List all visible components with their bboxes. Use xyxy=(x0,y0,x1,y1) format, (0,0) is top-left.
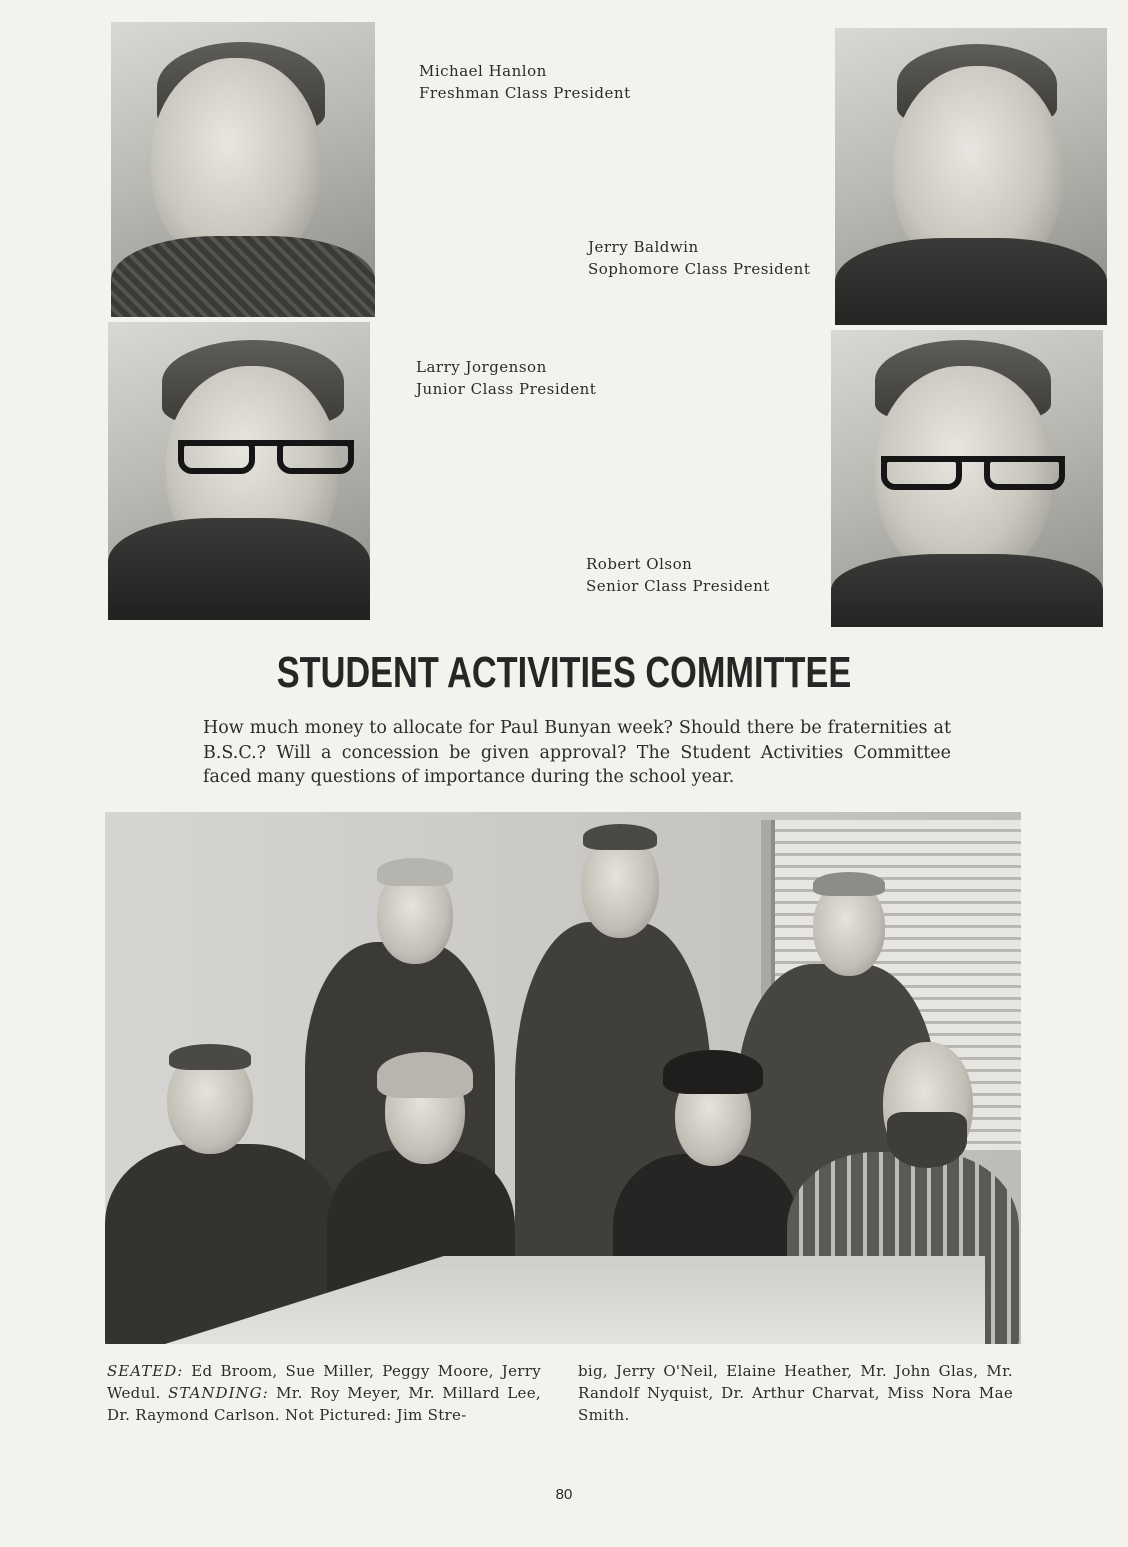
group-caption-left xyxy=(107,1360,541,1426)
section-heading: STUDENT ACTIVITIES COMMITTEE xyxy=(276,648,852,697)
portrait-caption-larry-jorgenson xyxy=(416,356,596,400)
person-title: Senior Class President xyxy=(586,577,770,595)
person-title: Freshman Class President xyxy=(419,84,631,102)
portrait-caption-robert-olson xyxy=(586,553,770,597)
person-title: Sophomore Class President xyxy=(588,260,811,278)
person-title: Junior Class President xyxy=(416,380,597,398)
seated-label: SEATED: xyxy=(107,1362,184,1380)
portrait-photo-jerry-baldwin xyxy=(835,28,1107,325)
group-photo xyxy=(105,812,1021,1344)
page-number: 80 xyxy=(555,1486,573,1503)
person-name: Jerry Baldwin xyxy=(588,238,699,256)
section-intro: How much money to allocate for Paul Bunyan week? Should there be fraternities at B.S.C.? Will a concession be given approval? The Student Activities Committee faced many questions of importance during the school year. xyxy=(203,718,951,787)
seated-names: Ed Broom, Sue Miller, Peggy Moore, Jerry Wedul. xyxy=(107,1362,541,1402)
portrait-photo-robert-olson xyxy=(831,330,1103,627)
standing-names: Mr. Roy Meyer, Mr. Millard Lee, Dr. Raymond Carlson. Not Pictured: Jim Stre- xyxy=(107,1384,541,1424)
group-caption-right: big, Jerry O'Neil, Elaine Heather, Mr. John Glas, Mr. Randolf Nyquist, Dr. Arthur Charvat, Miss Nora Mae Smith. xyxy=(578,1362,1013,1424)
portrait-caption-jerry-baldwin xyxy=(588,236,810,280)
portrait-photo-michael-hanlon xyxy=(111,22,375,317)
person-name: Larry Jorgenson xyxy=(416,358,547,376)
person-name: Michael Hanlon xyxy=(419,62,547,80)
portrait-photo-larry-jorgenson xyxy=(108,322,370,620)
portrait-caption-michael-hanlon xyxy=(419,60,631,104)
standing-label: STANDING: xyxy=(168,1384,269,1402)
person-name: Robert Olson xyxy=(586,555,693,573)
